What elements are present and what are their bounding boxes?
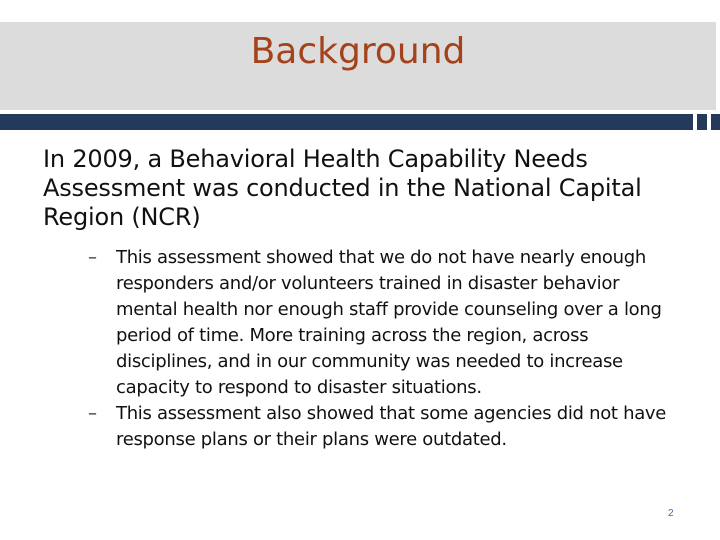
slide-body bbox=[43, 145, 683, 453]
dash-bullet-icon: – bbox=[88, 403, 97, 424]
divider-gap bbox=[693, 114, 697, 130]
bullet-text: This assessment also showed that some agencies did not have response plans or their plans were outdated. bbox=[116, 403, 667, 450]
divider-bar-end bbox=[684, 114, 720, 130]
bullet-text: This assessment showed that we do not have nearly enough responders and/or volunteers trained in disaster behavior mental health nor enough staff provide counseling over a long period of time. More training across the region, across disciplines, and in our community was needed to increase capacity to respond to disaster situations. bbox=[116, 247, 662, 398]
divider-gap bbox=[707, 114, 711, 130]
divider-segment bbox=[698, 114, 706, 130]
divider-segment bbox=[684, 114, 692, 130]
divider-bar bbox=[0, 114, 720, 130]
divider-segment bbox=[712, 114, 720, 130]
list-item bbox=[43, 401, 683, 453]
lead-paragraph: In 2009, a Behavioral Health Capability Needs Assessment was conducted in the National Capital Region (NCR) bbox=[43, 145, 642, 231]
list-item bbox=[43, 245, 683, 401]
page-number: 2 bbox=[668, 508, 674, 519]
slide-title: Background bbox=[250, 31, 466, 72]
sub-bullet-list bbox=[43, 245, 683, 453]
dash-bullet-icon: – bbox=[88, 247, 97, 268]
